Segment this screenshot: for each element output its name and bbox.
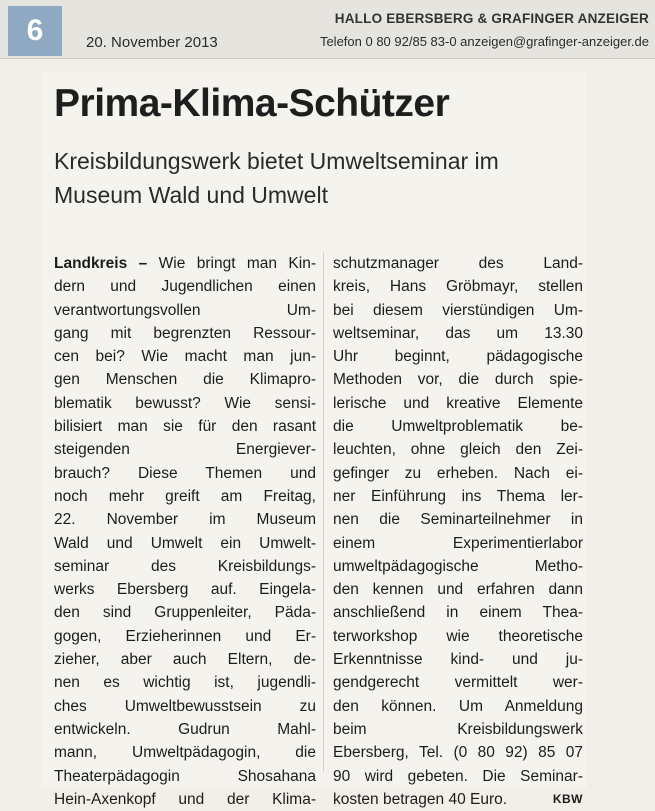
byline: KBW (552, 791, 583, 806)
text-line: verantwortungsvollen Um- (54, 301, 316, 319)
column-left (54, 252, 316, 811)
page-number: 6 (8, 6, 62, 56)
text-line: Hein-Axenkopf und der Klima- (54, 790, 316, 808)
page-header (0, 0, 655, 59)
text-line: Methoden vor, die durch spie- (333, 371, 583, 389)
subheadline: Kreisbildungswerk bietet Umweltseminar im Museum Wald und Umwelt (54, 148, 499, 208)
publication-contact: Telefon 0 80 92/85 83-0 anzeigen@grafinger-anzeiger.de (319, 34, 649, 49)
first-line (54, 252, 316, 275)
text-line: beim Kreisbildungswerk (333, 720, 583, 738)
text-line: kreis, Hans Gröbmayr, stellen (333, 278, 583, 296)
text-line: noch mehr greift am Freitag, (54, 487, 316, 505)
article-clipping (42, 72, 587, 808)
text-line: brauch? Diese Themen und (54, 464, 316, 482)
text-line: ner Einführung ins Thema ler- (333, 487, 583, 505)
text-line: die Umweltproblematik be- (333, 418, 583, 436)
text-line: Uhr beginnt, pädagogische (333, 348, 583, 366)
closing-text: kosten betragen 40 Euro. (333, 790, 508, 808)
text-line: gendgerecht vermittelt wer- (333, 674, 583, 692)
publication-name: HALLO EBERSBERG & GRAFINGER ANZEIGER (334, 11, 649, 26)
text-line: nen es wichtig ist, jugendli- (54, 674, 316, 692)
text-line: weltseminar, das um 13.30 (333, 324, 583, 342)
text-line: mann, Umweltpädagogin, die (54, 744, 316, 762)
text-line: anschließend in einem Thea- (333, 604, 583, 622)
text-line: cen bei? Wie macht man jun- (54, 348, 316, 366)
text-line: gang mit begrenzten Ressour- (54, 324, 316, 342)
headline: Prima-Klima-Schützer (54, 82, 450, 125)
dateline: Landkreis – (54, 255, 148, 272)
column-right (333, 252, 583, 811)
text-line: werks Ebersberg auf. Eingela- (54, 581, 316, 599)
text-line: Ebersberg, Tel. (0 80 92) 85 07 (333, 744, 583, 762)
first-line-text: Wie bringt man Kin- (147, 255, 316, 272)
text-line: den können. Um Anmeldung (333, 697, 583, 715)
text-line: Wald und Umwelt ein Umwelt- (54, 534, 316, 552)
text-line: einem Experimentierlabor (333, 534, 583, 552)
text-line: 22. November im Museum (54, 511, 316, 529)
text-line: gogen, Erzieherinnen und Er- (54, 627, 316, 645)
text-line: den kennen und erfahren dann (333, 581, 583, 599)
text-line: gefinger zu erheben. Nach ei- (333, 464, 583, 482)
text-line: steigenden Energiever- (54, 441, 316, 459)
text-line: 90 wird gebeten. Die Seminar- (333, 767, 583, 785)
text-line: umweltpädagogische Metho- (333, 557, 583, 575)
column-divider (323, 252, 324, 772)
text-line: blematik bewusst? Wie sensi- (54, 394, 316, 412)
text-line: bilisiert man sie für den rasant (54, 418, 316, 436)
text-line: schutzmanager des Land- (333, 255, 583, 272)
text-line: nen die Seminarteilnehmer in (333, 511, 583, 529)
text-line: leuchten, ohne gleich den Zei- (333, 441, 583, 459)
left-body-lines (54, 275, 316, 811)
text-line: gen Menschen die Klimapro- (54, 371, 316, 389)
text-line: entwickeln. Gudrun Mahl- (54, 720, 316, 738)
right-body-lines (333, 252, 583, 788)
issue-date: 20. November 2013 (86, 34, 218, 51)
text-line: bei diesem vierstündigen Um- (333, 301, 583, 319)
text-line: lerische und kreative Elemente (333, 394, 583, 412)
text-line: Theaterpädagogin Shosahana (54, 767, 316, 785)
text-line: dern und Jugendlichen einen (54, 278, 316, 296)
text-line: seminar des Kreisbildungs- (54, 557, 316, 575)
text-line: Erkenntnisse kind- und ju- (333, 651, 583, 669)
text-line: den sind Gruppenleiter, Päda- (54, 604, 316, 622)
text-line: zieher, aber auch Eltern, de- (54, 651, 316, 669)
text-line: terworkshop wie theoretische (333, 627, 583, 645)
text-line: ches Umweltbewusstsein zu (54, 697, 316, 715)
closing-line (333, 788, 583, 811)
